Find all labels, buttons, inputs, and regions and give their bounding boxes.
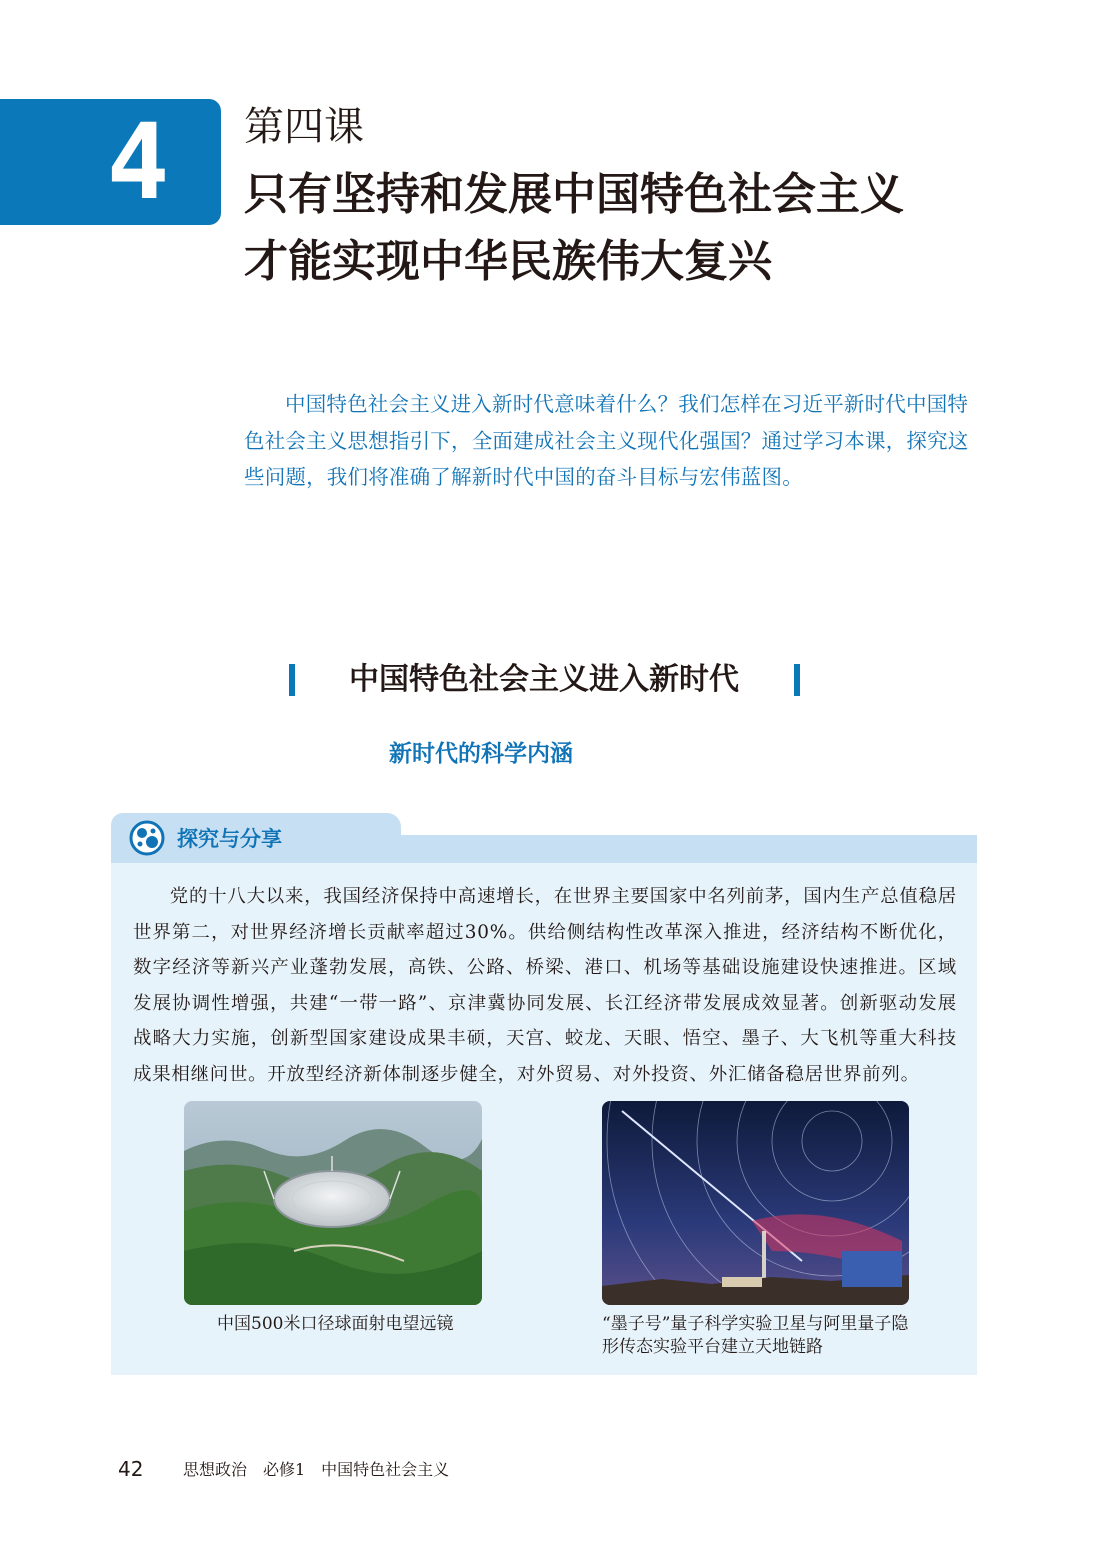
telescope-photo bbox=[184, 1101, 482, 1305]
section-title: 中国特色社会主义进入新时代 bbox=[349, 662, 739, 697]
explore-share-box bbox=[111, 813, 977, 1375]
explore-share-text: 党的十八大以来，我国经济保持中高速增长，在世界主要国家中名列前茅，国内生产总值稳居世界第二，对世界经济增长贡献率超过30%。供给侧结构性改革深入推进，经济结构不断优化，数字经济等新兴产业蓬勃发展，高铁、公路、桥梁、港口、机场等基础设施建设快速推进。区域发展协调性增强，共建“一带一路”、京津冀协同发展、长江经济带发展成效显著。创新驱动发展战略大力实施，创新型国家建设成果丰硕，天宫、蛟龙、天眼、悟空、墨子、大飞机等重大科技成果相继问世。开放型经济新体制逐步健全，对外贸易、对外投资、外汇储备稳居世界前列。 bbox=[133, 886, 957, 1085]
subsection-title: 新时代的科学内涵 bbox=[389, 741, 573, 767]
satellite-caption: “墨子号”量子科学实验卫星与阿里量子隐形传态实验平台建立天地链路 bbox=[602, 1314, 909, 1357]
lesson-label: 第四课 bbox=[244, 104, 364, 150]
lesson-intro: 中国特色社会主义进入新时代意味着什么？我们怎样在习近平新时代中国特色社会主义思想指引下，全面建成社会主义现代化强国？通过学习本课，探究这些问题，我们将准确了解新时代中国的奋斗目标与宏伟蓝图。 bbox=[244, 392, 969, 489]
lesson-number: 4 bbox=[106, 101, 170, 223]
globe-icon bbox=[129, 820, 165, 856]
lesson-title-line1: 只有坚持和发展中国特色社会主义 bbox=[244, 169, 904, 220]
satellite-photo bbox=[602, 1101, 909, 1305]
telescope-caption: 中国500米口径球面射电望远镜 bbox=[217, 1314, 454, 1334]
section-title-bar-right bbox=[794, 664, 800, 696]
footer-book-title: 思想政治 必修1 中国特色社会主义 bbox=[183, 1460, 450, 1479]
lesson-number-badge bbox=[0, 99, 221, 225]
lesson-title-line2: 才能实现中华民族伟大复兴 bbox=[244, 236, 772, 287]
page-number: 42 bbox=[118, 1457, 144, 1481]
section-title-bar-left bbox=[289, 664, 295, 696]
explore-share-title: 探究与分享 bbox=[177, 827, 282, 851]
